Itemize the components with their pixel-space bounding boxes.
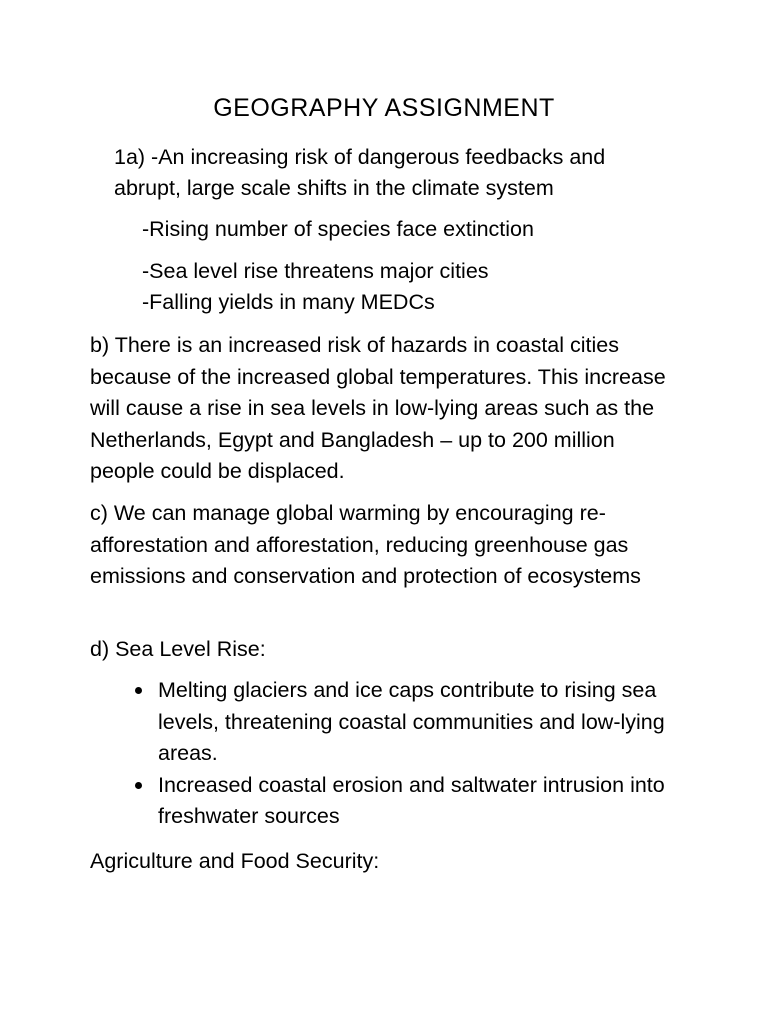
bullet-icon [135, 687, 142, 694]
q1d-heading: d) Sea Level Rise: [90, 637, 266, 661]
q1b-paragraph: b) There is an increased risk of hazards in coastal cities because of the increased global temperatures. This increase will cause a rise in sea levels in low-lying areas such as the Netherlands, Egypt and Bangladesh – up to 200 million people could be displaced. [90, 333, 666, 483]
list-item [130, 675, 690, 770]
q1a-point-species: -Rising number of species face extinction [142, 217, 534, 241]
q1a-line-2: abrupt, large scale shifts in the climate system [114, 176, 554, 200]
page-title: GEOGRAPHY ASSIGNMENT [213, 94, 555, 122]
bullet-icon [135, 782, 142, 789]
bullet-text: Increased coastal erosion and saltwater intrusion into freshwater sources [158, 772, 665, 828]
agriculture-heading: Agriculture and Food Security: [90, 849, 380, 873]
q1a-point-sea-level: -Sea level rise threatens major cities [142, 259, 489, 283]
q1a-line-1: 1a) -An increasing risk of dangerous feedbacks and [114, 145, 606, 169]
q1c-paragraph: c) We can manage global warming by encouraging re-afforestation and afforestation, reducing greenhouse gas emissions and conservation and protection of ecosystems [90, 501, 641, 588]
list-item [130, 770, 690, 833]
bullet-text: Melting glaciers and ice caps contribute to rising sea levels, threatening coastal communities and low-lying areas. [158, 678, 665, 765]
q1a-point-yields: -Falling yields in many MEDCs [142, 290, 435, 314]
q1d-bullet-list [130, 675, 690, 833]
